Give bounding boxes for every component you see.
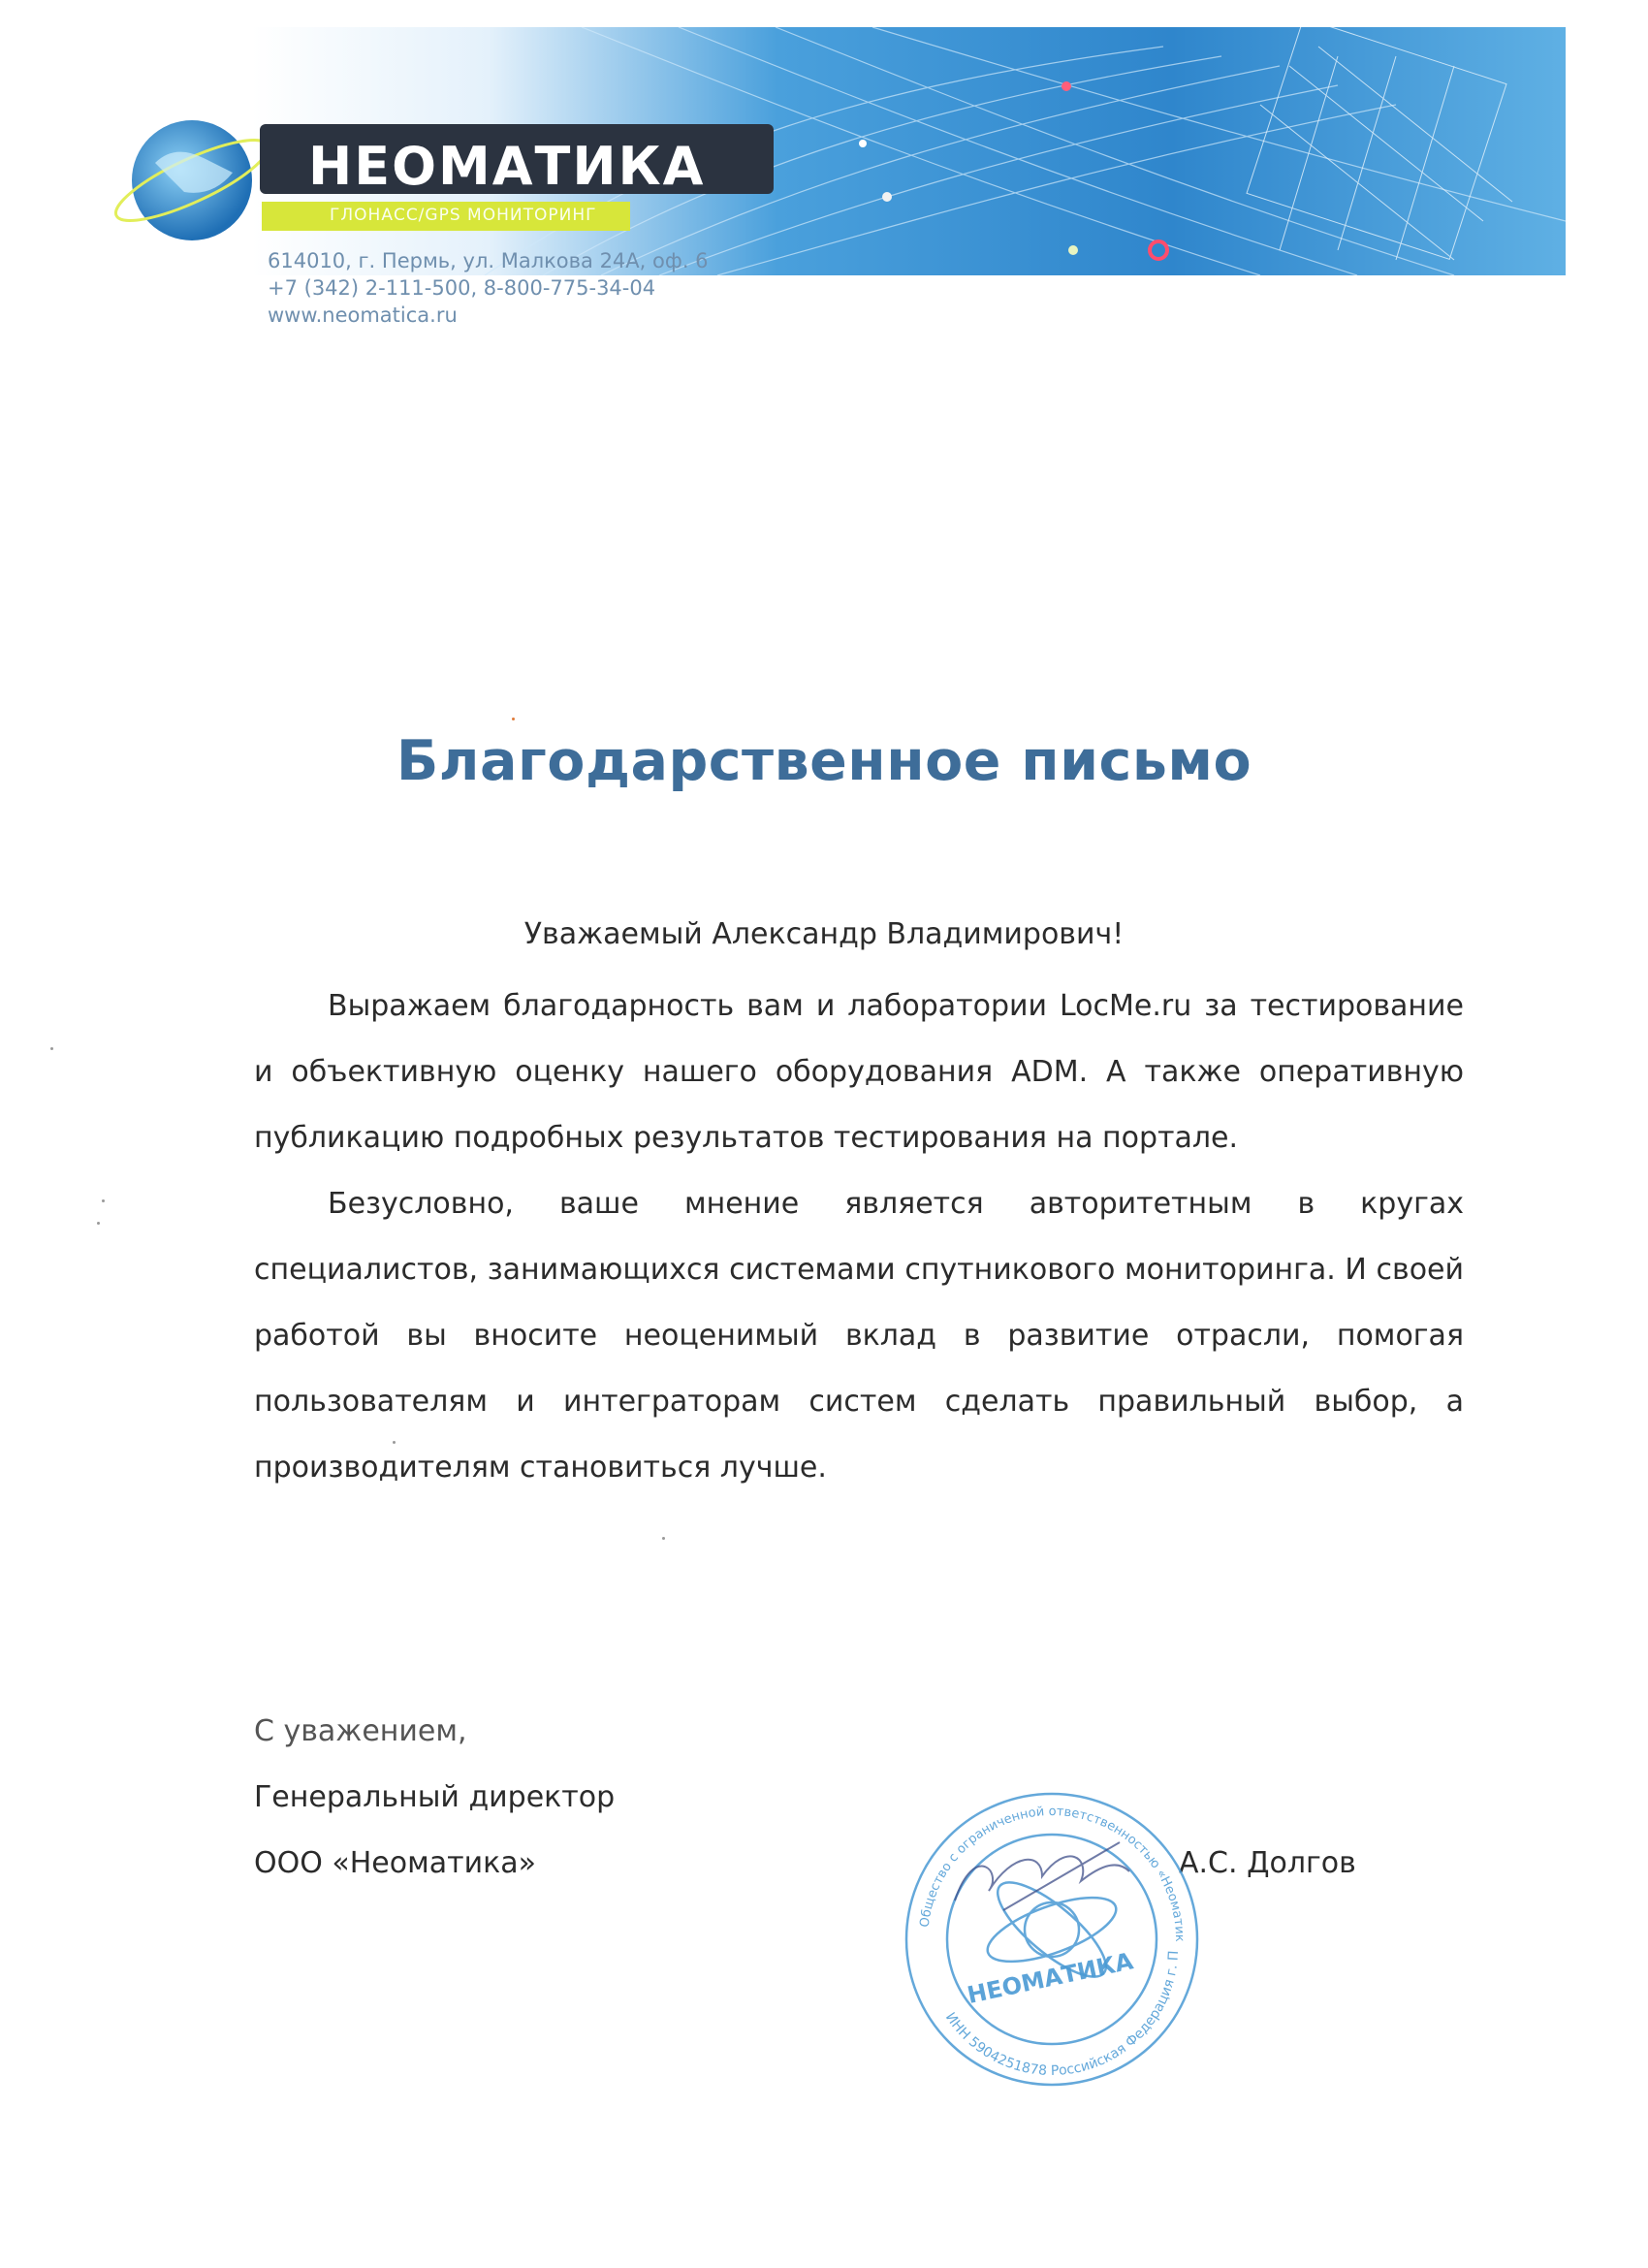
signer-organization: ООО «Неоматика»: [254, 1846, 536, 1880]
paragraph-2: Безусловно, ваше мнение является авторитетным в кругах специалистов, занимающихся системами спутникового мониторинга. И своей работой вы вносите неоценимый вклад в развитие отрасли, помогая пользователям и интеграторам систем сделать правильный выбор, а производителям становиться лучше.: [254, 1187, 1464, 1485]
handwritten-signature: [955, 1842, 1129, 1910]
svg-text:НЕОМАТИКА: НЕОМАТИКА: [965, 1947, 1136, 2009]
website-link[interactable]: www.neomatica.ru: [268, 303, 458, 327]
phones: +7 (342) 2-111-500, 8-800-775-34-04: [268, 276, 656, 300]
company-logo-text: НЕОМАТИКА: [308, 136, 706, 197]
closing: С уважением,: [254, 1714, 467, 1748]
company-tagline: ГЛОНАСС/GPS МОНИТОРИНГ: [330, 206, 597, 225]
stamp-graphic: [897, 1784, 1207, 2094]
signer-name: А.С. Долгов: [1179, 1846, 1356, 1880]
svg-text:ИНН 5904251878 Российская Феде: ИНН 5904251878 Российская Федерация г. П: [941, 1950, 1183, 2080]
company-stamp: [897, 1784, 1207, 2094]
signer-position: Генеральный директор: [254, 1780, 616, 1814]
banner-graphic: [0, 27, 1566, 275]
paragraph-1: Выражаем благодарность вам и лаборатории LocMe.ru за тестирование и объективную оценку нашего оборудования ADM. А также оперативную публикацию подробных результатов тестирования на портале.: [254, 989, 1464, 1155]
letterhead-banner: [0, 27, 1566, 275]
letter-title: Благодарственное письмо: [396, 729, 1252, 793]
svg-text:Общество с ограниченной ответс: Общество с ограниченной ответственностью «Неоматик: [917, 1804, 1188, 1942]
greeting: Уважаемый Александр Владимирович!: [523, 917, 1125, 951]
contact-block: [268, 247, 709, 329]
address: 614010, г. Пермь, ул. Малкова 24А, оф. 6: [268, 249, 709, 272]
